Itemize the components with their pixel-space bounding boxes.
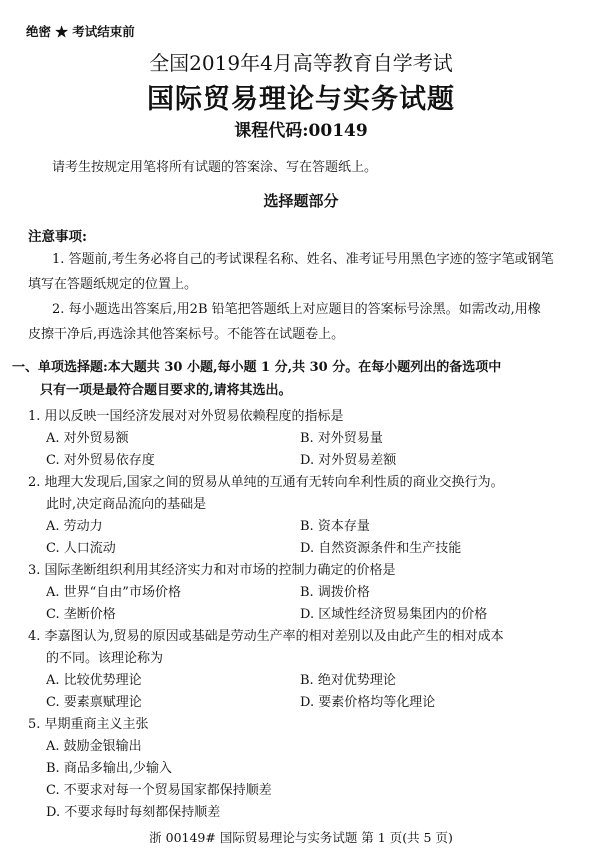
section-title: 选择题部分	[263, 192, 339, 210]
general-instruction: 请考生按规定用笔将所有试题的答案涂、写在答题纸上。	[52, 160, 378, 175]
question-3-option-d: D. 区域性经济贸易集团内的价格	[300, 607, 488, 622]
question-4-option-d: D. 要素价格均等化理论	[300, 695, 436, 710]
subject-title: 国际贸易理论与实务试题	[147, 84, 455, 115]
question-2-option-b: B. 资本存量	[300, 519, 370, 534]
question-2-option-a: A. 劳动力	[46, 519, 103, 534]
confidential-label: 绝密 ★ 考试结束前	[26, 24, 135, 39]
question-3-option-b: B. 调拨价格	[300, 585, 370, 600]
page-footer: 浙 00149# 国际贸易理论与实务试题 第 1 页(共 5 页)	[149, 830, 453, 845]
question-5-option-c: C. 不要求对每一个贸易国家都保持顺差	[46, 783, 272, 798]
question-4-option-c: C. 要素禀赋理论	[46, 695, 142, 710]
question-2-stem-line-2: 此时,决定商品流向的基础是	[46, 497, 207, 512]
note-line-2: 填写在答题纸规定的位置上。	[28, 277, 198, 292]
part-one-instruction-line-1: 一、单项选择题:本大题共 30 小题,每小题 1 分,共 30 分。在每小题列出的备选项中	[12, 360, 502, 375]
question-4-stem-line-1: 4. 李嘉图认为,贸易的原因或基础是劳动生产率的相对差别以及由此产生的相对成本	[28, 629, 504, 644]
question-5-stem: 5. 早期重商主义主张	[28, 717, 149, 732]
question-5-option-d: D. 不要求每时每刻都保持顺差	[46, 805, 221, 820]
question-4-option-b: B. 绝对优势理论	[300, 673, 396, 688]
question-2-stem-line-1: 2. 地理大发现后,国家之间的贸易从单纯的互通有无转向牟利性质的商业交换行为。	[28, 475, 504, 490]
question-4-option-a: A. 比较优势理论	[46, 673, 142, 688]
question-3-option-a: A. 世界“自由”市场价格	[46, 585, 181, 600]
notes-heading: 注意事项:	[28, 229, 87, 245]
question-1-stem: 1. 用以反映一国经济发展对对外贸易依赖程度的指标是	[28, 409, 344, 424]
question-1-option-c: C. 对外贸易依存度	[46, 453, 155, 468]
question-1-option-a: A. 对外贸易额	[46, 431, 129, 446]
question-1-option-d: D. 对外贸易差额	[300, 453, 397, 468]
question-1-option-b: B. 对外贸易量	[300, 431, 383, 446]
question-5-option-b: B. 商品多输出,少输入	[46, 761, 172, 776]
note-line-3: 2. 每小题选出答案后,用2B 铅笔把答题纸上对应题目的答案标号涂黑。如需改动,用橡	[52, 302, 541, 317]
part-one-instruction-line-2: 只有一项是最符合题目要求的,请将其选出。	[40, 383, 292, 398]
question-4-stem-line-2: 的不同。该理论称为	[46, 651, 164, 666]
question-3-stem: 3. 国际垄断组织利用其经济实力和对市场的控制力确定的价格是	[28, 563, 396, 578]
question-2-option-d: D. 自然资源条件和生产技能	[300, 541, 462, 556]
exam-title: 全国2019年4月高等教育自学考试	[149, 51, 453, 75]
question-5-option-a: A. 鼓励金银输出	[46, 739, 142, 754]
question-2-option-c: C. 人口流动	[46, 541, 116, 556]
note-line-4: 皮擦干净后,再选涂其他答案标号。不能答在试题卷上。	[28, 327, 345, 342]
note-line-1: 1. 答题前,考生务必将自己的考试课程名称、姓名、准考证号用黑色字迹的签字笔或钢笔	[52, 252, 554, 267]
question-3-option-c: C. 垄断价格	[46, 607, 116, 622]
course-code: 课程代码:00149	[234, 121, 368, 141]
